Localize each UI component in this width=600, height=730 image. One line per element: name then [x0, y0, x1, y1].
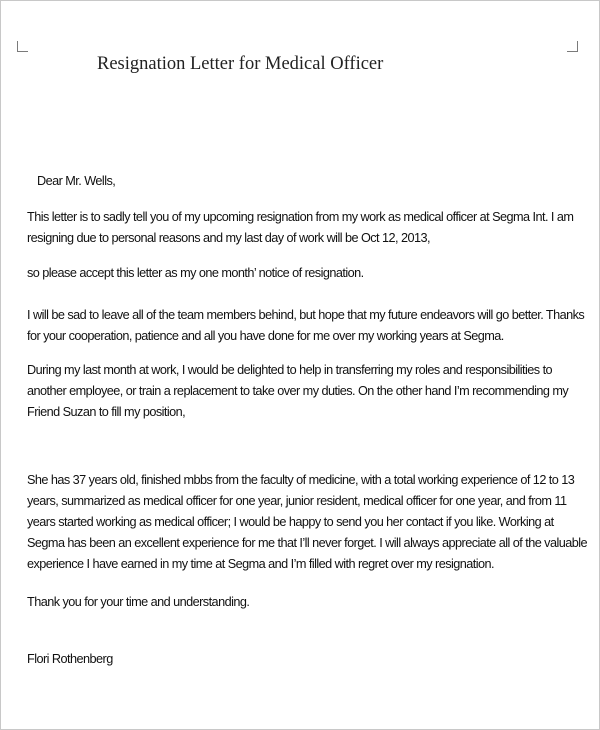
- page-corner-mark-top-left: [17, 41, 28, 52]
- paragraph-line: Thank you for your time and understanding.: [27, 595, 250, 609]
- paragraph-3: [27, 305, 584, 347]
- paragraph-4: [27, 360, 568, 423]
- paragraph-line: resigning due to personal reasons and my last day of work will be Oct 12, 2013,: [27, 231, 430, 245]
- paragraph-5: [27, 470, 587, 575]
- paragraph-line: During my last month at work, I would be delighted to help in transferring my roles and responsibilities to: [27, 363, 553, 377]
- paragraph-line: Segma has been an excellent experience for me that I’ll never forget. I will always appreciate all of the valuable: [27, 536, 588, 550]
- paragraph-line: another employee, or train a replacement to take over my duties. On the other hand I’m recommending my: [27, 384, 569, 398]
- paragraph-line: Friend Suzan to fill my position,: [27, 405, 186, 419]
- paragraph-line: She has 37 years old, finished mbbs from the faculty of medicine, with a total working experience of 12 to 13: [27, 473, 575, 487]
- paragraph-line: for your cooperation, patience and all you have done for me over my working years at Segma.: [27, 329, 504, 343]
- paragraph-line: years, summarized as medical officer for one year, junior resident, medical officer for one year, and from 11: [27, 494, 567, 508]
- paragraph-2: [27, 263, 364, 284]
- salutation: [37, 171, 115, 192]
- paragraph-line: so please accept this letter as my one month’ notice of resignation.: [27, 266, 364, 280]
- paragraph-6: [27, 592, 249, 613]
- paragraph-1: [27, 207, 573, 249]
- salutation-line: Dear Mr. Wells,: [37, 174, 116, 188]
- paragraph-line: I will be sad to leave all of the team members behind, but hope that my future endeavors will go better. Thanks: [27, 308, 585, 322]
- document-title: Resignation Letter for Medical Officer: [97, 54, 384, 74]
- signature: [27, 649, 113, 670]
- page-corner-mark-top-right: [567, 41, 578, 52]
- paragraph-line: experience I have earned in my time at Segma and I’m filled with regret over my resignation.: [27, 557, 495, 571]
- paragraph-line: This letter is to sadly tell you of my upcoming resignation from my work as medical officer at Segma Int. I am: [27, 210, 574, 224]
- paragraph-line: years started working as medical officer; I would be happy to send you her contact if you like. Working at: [27, 515, 554, 529]
- signature-name: Flori Rothenberg: [27, 652, 113, 666]
